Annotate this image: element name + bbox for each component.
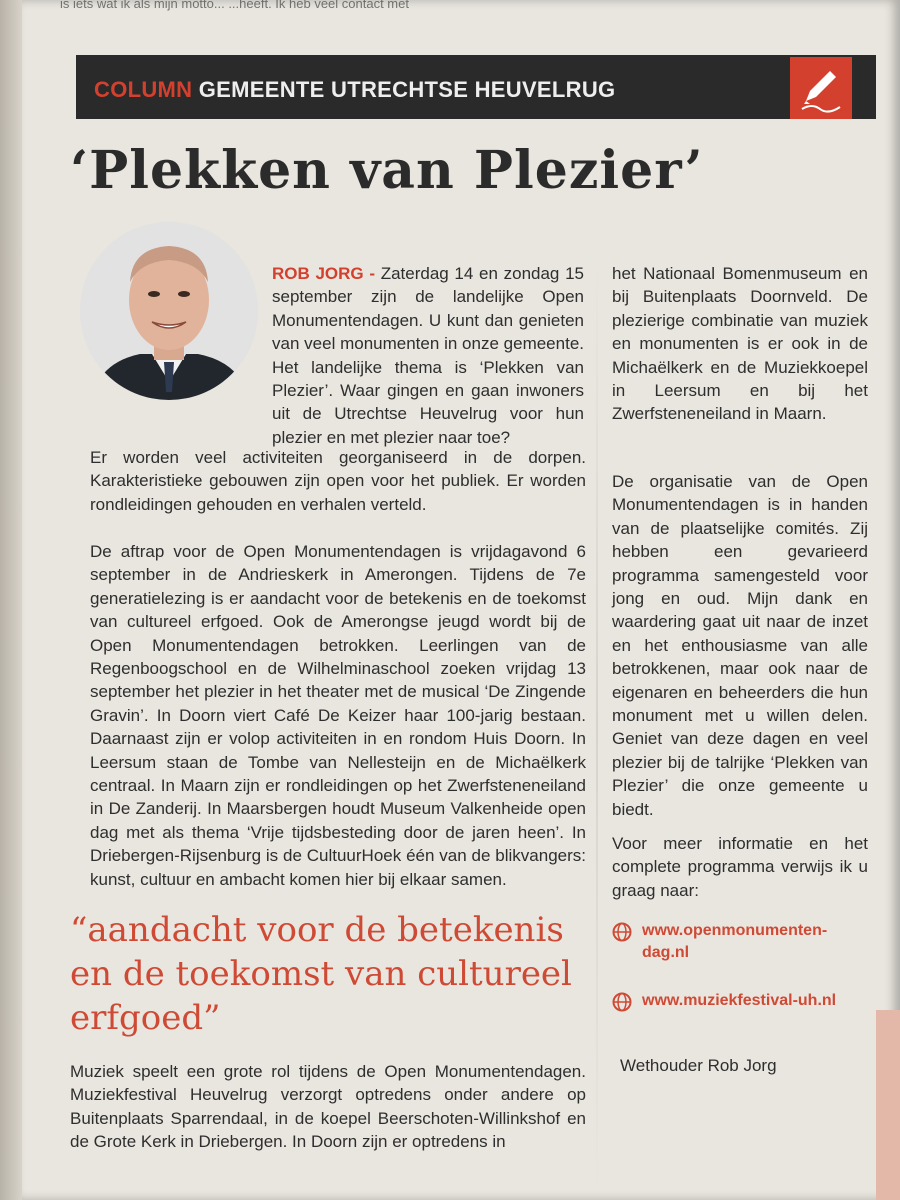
cut-off-text-strip: is iets wat ik als mijn motto... ...heeft. Ik heb veel contact met — [60, 0, 409, 11]
pen-icon — [790, 57, 852, 119]
article-headline: ‘Plekken van Plezier’ — [70, 140, 704, 201]
right-column-paragraph-2: De organisatie van de Open Monumentendagen is in handen van de plaatselijke comités. Zij hebben een gevarieerd programma samengesteld voor jong en oud. Mijn dank en waardering gaat uit naar de inzet en het enthousiasme van alle betrokkenen, maar ook naar de eigenaren en beheerders die hun monument met u willen delen. Geniet van deze dagen en veel plezier bij de talrijke ‘Plekken van Plezier’ die onze gemeente u biedt. — [612, 472, 868, 819]
right-column-paragraph-3: Voor meer informatie en het complete programma verwijs ik u graag naar: — [612, 834, 868, 900]
globe-icon — [612, 922, 632, 942]
column-header-text — [94, 77, 615, 103]
author-byline: ROB JORG - — [272, 264, 375, 283]
adjacent-page-edge — [876, 1010, 900, 1200]
paragraph-1: Er worden veel activiteiten georganiseerd in de dorpen. Karakteristieke gebouwen zijn open voor het publiek. Er worden rondleidingen gehouden en verhalen verteld. — [90, 448, 586, 514]
link-muziekfestival-text[interactable]: www.muziekfestival-uh.nl — [642, 992, 837, 1009]
right-column-paragraph-1: het Nationaal Bomenmuseum en bij Buitenplaats Doornveld. De plezierige combinatie van muziek en monumenten is er ook in de Michaëlkerk en de Muziekkoepel in Leersum en bij het Zwerfsteneneiland in Maarn. — [612, 264, 868, 424]
paragraph-2: De aftrap voor de Open Monumentendagen is vrijdagavond 6 september in de Andrieskerk in Amerongen. Tijdens de 7e generatielezing is er aandacht voor de betekenis en de toekomst van cultureel erfgoed. Ook de Amerongse jeugd wordt bij de Open Monumentendagen betrokken. Leerlingen van de Regenboogschool en de Wilhelminaschool zoeken vrijdag 13 september het plezier in het theater met de musical ‘De Zingende Gravin’. In Doorn viert Café De Keizer haar 100-jarig bestaan. Daarnaast zijn er volop activiteiten in en rondom Huis Doorn. In Leersum staan de Tombe van Nellesteijn en de Michaëlkerk centraal. In Maarn zijn er rondleidingen op het Zwerfsteneneiland in De Zanderij. In Maarsbergen houdt Museum Valkenheide open dag met als thema ‘Vrije tijdsbesteding door de jaren heen’. In Driebergen-Rijsenburg is de CultuurHoek één van de blikvangers: kunst, cultuur en ambacht komen hier bij elkaar samen. — [90, 542, 586, 889]
page-edge — [0, 0, 22, 1200]
pull-quote: “aandacht voor de betekenis en de toekomst van cultureel erfgoed” — [70, 910, 572, 1038]
column-label: COLUMN — [94, 77, 193, 102]
author-portrait — [80, 222, 258, 400]
link-openmonumentendag[interactable] — [612, 920, 862, 964]
intro-text: Zaterdag 14 en zondag 15 september zijn de landelijke Open Monumentendagen. U kunt dan genieten van veel monumenten in onze gemeente. Het landelijke thema is ‘Plekken van Plezier’. Waar gingen en gaan inwoners uit de Utrechtse Heuvelrug voor hun plezier en met plezier naar toe? — [272, 264, 584, 447]
page-crease — [596, 250, 598, 1200]
paragraph-3: Muziek speelt een grote rol tijdens de Open Monumentendagen. Muziekfestival Heuvelrug verzorgt optredens onder andere op Buitenplaats Sparrendaal, in de koepel Beerschoten-Willinkshof en de Grote Kerk in Driebergen. In Doorn zijn er optredens in — [70, 1062, 586, 1152]
globe-icon — [612, 992, 632, 1012]
column-header-bar — [76, 55, 876, 119]
municipality-label: GEMEENTE UTRECHTSE HEUVELRUG — [198, 77, 616, 102]
signature: Wethouder Rob Jorg — [620, 1056, 777, 1075]
intro-paragraph — [272, 262, 584, 449]
link-openmonumentendag-text[interactable]: www.openmonumenten-dag.nl — [642, 922, 828, 961]
link-muziekfestival[interactable] — [612, 990, 862, 1012]
